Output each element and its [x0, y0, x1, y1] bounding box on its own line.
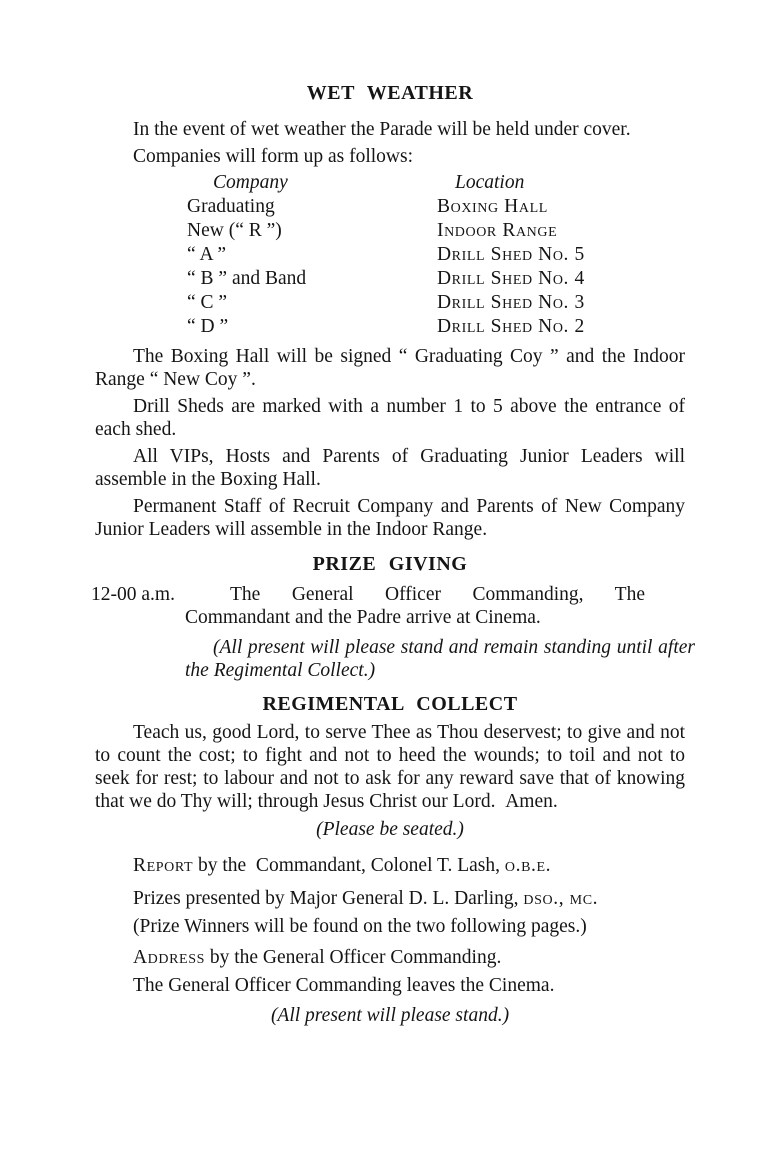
form-up-paragraph: Companies will form up as follows:	[133, 146, 414, 167]
location-column-header: Location	[455, 172, 525, 193]
table-row	[187, 267, 685, 291]
company-cell: “ C ”	[187, 292, 228, 313]
schedule-entry	[91, 583, 685, 629]
permanent-staff-paragraph: Permanent Staff of Recruit Company and Parents of New Company Junior Leaders will assemble in the Indoor Range.	[95, 496, 685, 540]
company-location-table	[187, 171, 685, 339]
hall-signs-paragraph: The Boxing Hall will be signed “ Graduating Coy ” and the Indoor Range “ New Coy ”.	[95, 346, 685, 390]
wet-weather-heading: WET WEATHER	[306, 82, 474, 104]
goc-leaves-line: The General Officer Commanding leaves the Cinema.	[133, 975, 555, 996]
prizes-text: Prizes presented by Major General D. L. Darling,	[133, 888, 524, 909]
schedule-event: The General Officer Commanding, The Commandant and the Padre arrive at Cinema.	[185, 584, 645, 628]
page-content	[91, 0, 695, 1027]
report-line	[95, 854, 685, 877]
schedule-time: 12-00 a.m.	[91, 584, 175, 605]
collect-prayer-paragraph: Teach us, good Lord, to serve Thee as Thou deservest; to give and not to count the cost; to fight and not to heed the wounds; to toil and not to seek for rest; to labour and not to ask for any reward save that of knowing that we do Thy will; through Jesus Christ our Lord. Amen.	[95, 722, 685, 812]
address-word: Address	[133, 947, 205, 968]
table-header-row	[187, 171, 685, 195]
dso-mc-honours: dso., mc.	[523, 888, 599, 909]
prize-giving-heading: PRIZE GIVING	[312, 553, 468, 575]
location-cell: Indoor Range	[437, 220, 558, 241]
prize-winners-note: (Prize Winners will be found on the two following pages.)	[133, 916, 587, 937]
company-cell: “ A ”	[187, 244, 226, 265]
location-cell: Drill Shed No. 5	[437, 244, 585, 265]
company-column-header: Company	[213, 172, 288, 193]
table-row	[187, 219, 685, 243]
location-cell: Boxing Hall	[437, 196, 548, 217]
table-row	[187, 315, 685, 339]
table-row	[187, 195, 685, 219]
table-row	[187, 291, 685, 315]
report-word: Report	[133, 855, 194, 876]
company-cell: “ D ”	[187, 316, 229, 337]
company-cell: “ B ” and Band	[187, 268, 307, 289]
address-line	[95, 946, 685, 969]
please-be-seated-note: (Please be seated.)	[316, 819, 464, 840]
drill-sheds-paragraph: Drill Sheds are marked with a number 1 to 5 above the entrance of each shed.	[95, 396, 685, 440]
address-text: by the General Officer Commanding.	[204, 947, 502, 968]
company-cell: New (“ R ”)	[187, 220, 282, 241]
obe-honour: o.b.e.	[504, 855, 552, 876]
location-cell: Drill Shed No. 3	[437, 292, 585, 313]
location-cell: Drill Shed No. 2	[437, 316, 585, 337]
final-stand-note: (All present will please stand.)	[270, 1005, 510, 1026]
wet-weather-cover-paragraph: In the event of wet weather the Parade will be held under cover.	[133, 119, 631, 140]
report-text: by the Commandant, Colonel T. Lash,	[193, 855, 505, 876]
company-cell: Graduating	[187, 196, 275, 217]
table-row	[187, 243, 685, 267]
stand-remain-note: (All present will please stand and remain standing until after the Regimental Collect.)	[185, 637, 695, 681]
regimental-collect-heading: REGIMENTAL COLLECT	[262, 693, 518, 715]
vips-assemble-paragraph: All VIPs, Hosts and Parents of Graduating Junior Leaders will assemble in the Boxing Hall.	[95, 446, 685, 490]
prizes-presented-line	[95, 887, 685, 910]
location-cell: Drill Shed No. 4	[437, 268, 585, 289]
